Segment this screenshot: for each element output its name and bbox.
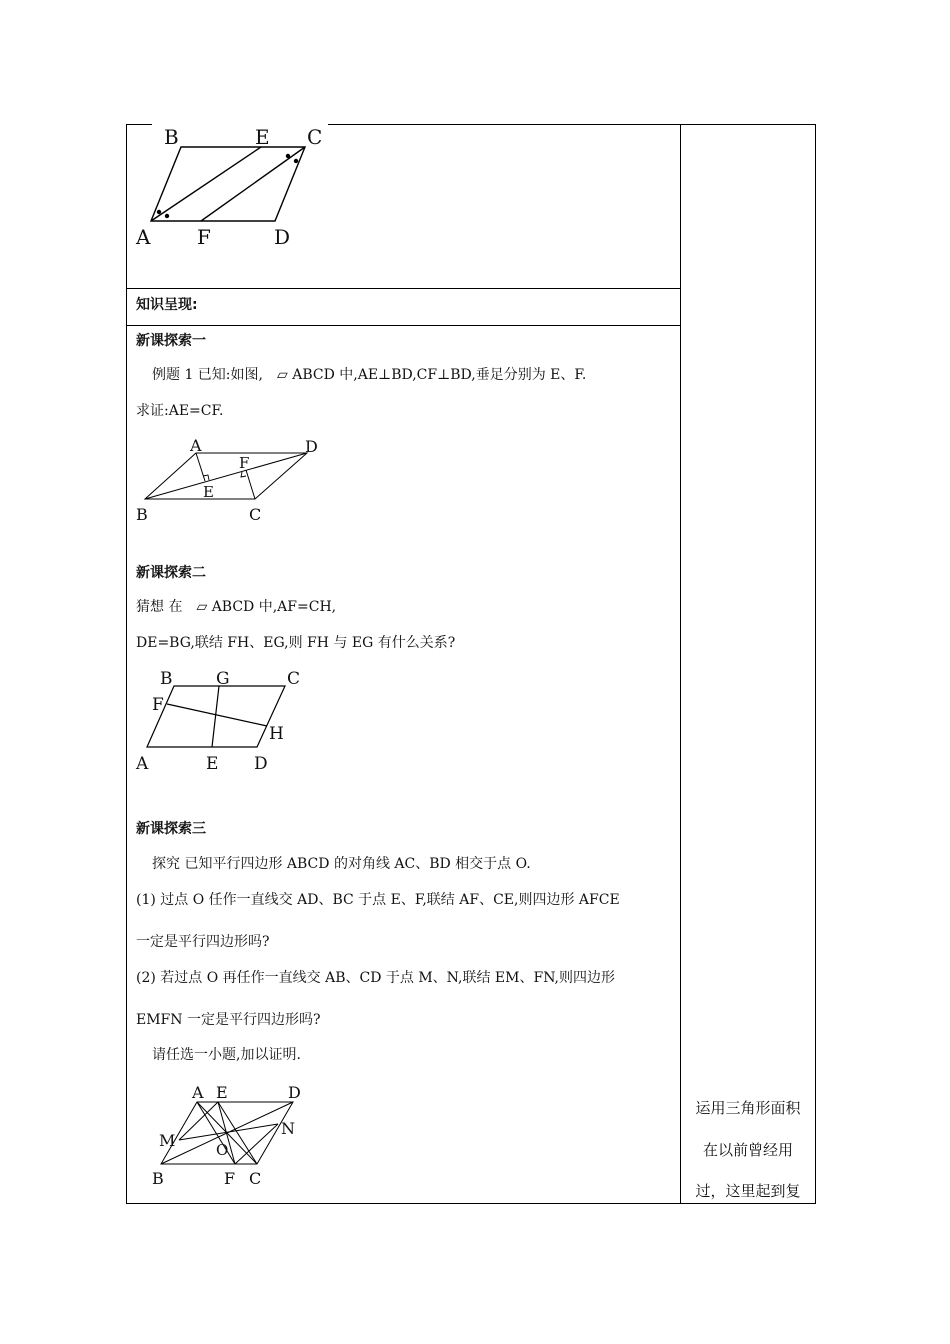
fig2-label-C: C	[249, 505, 262, 524]
fig2-label-B: B	[136, 505, 148, 524]
fig2-label-A: A	[190, 436, 202, 455]
explore3-q2-line1: (2) 若过点 O 再任作一直线交 AB、CD 于点 M、N,联结 EM、FN,则四边形	[136, 970, 616, 986]
fig4-label-D: D	[288, 1083, 301, 1102]
fig3-label-H: H	[269, 724, 284, 744]
fig3-label-E: E	[206, 754, 219, 774]
row-divider-1	[126, 288, 681, 289]
fig3-label-F: F	[152, 695, 164, 715]
fig2-label-F: F	[239, 454, 250, 472]
fig4-label-B: B	[152, 1169, 164, 1188]
fig2-label-D: D	[305, 437, 318, 456]
fig1-label-A: A	[136, 225, 151, 249]
side-note-line2: 在以前曾经用	[702, 1141, 793, 1159]
figure-parallelogram-4	[130, 1078, 330, 1193]
explore1-line1-post: ABCD 中,AE⊥BD,CF⊥BD,垂足分别为 E、F.	[292, 367, 587, 383]
fig3-label-G: G	[216, 669, 230, 689]
fig1-label-D: D	[274, 225, 291, 249]
figure-parallelogram-2	[130, 436, 330, 526]
explore2-heading: 新课探索二	[136, 565, 206, 581]
fig4-label-C: C	[249, 1169, 262, 1188]
explore1-line1	[152, 366, 586, 384]
fig3-label-B: B	[160, 669, 173, 689]
row-divider-2	[126, 325, 681, 326]
explore3-q1-line2: 一定是平行四边形吗?	[136, 934, 270, 950]
parallelogram-icon: ▱	[196, 599, 208, 615]
explore1-heading: 新课探索一	[136, 333, 206, 349]
fig1-label-E: E	[255, 125, 270, 149]
fig3-label-C: C	[287, 669, 301, 689]
fig4-label-M: M	[159, 1131, 176, 1150]
fig3-label-A: A	[136, 754, 149, 774]
fig4-label-E: E	[216, 1083, 228, 1102]
fig2-label-E: E	[203, 483, 214, 501]
explore1-line1-pre: 例题 1 已知:如图,	[152, 367, 263, 383]
explore3-q1-line1: (1) 过点 O 任作一直线交 AD、BC 于点 E、F,联结 AF、CE,则四边形 AFCE	[136, 892, 620, 908]
parallelogram-icon: ▱	[276, 367, 288, 383]
section-knowledge: 知识呈现:	[136, 297, 198, 313]
column-divider	[680, 124, 681, 1204]
explore2-line2: DE=BG,联结 FH、EG,则 FH 与 EG 有什么关系?	[136, 635, 456, 651]
figure-parallelogram-3	[130, 666, 330, 776]
side-note-line1: 运用三角形面积	[695, 1099, 801, 1117]
fig1-label-B: B	[164, 125, 179, 149]
explore3-q2-line2: EMFN 一定是平行四边形吗?	[136, 1012, 321, 1028]
fig1-label-F: F	[197, 225, 211, 249]
fig4-label-A: A	[192, 1083, 204, 1102]
fig3-label-D: D	[254, 754, 268, 774]
explore2-line1	[136, 598, 336, 616]
fig4-label-F: F	[224, 1169, 236, 1188]
fig4-label-N: N	[281, 1119, 295, 1138]
explore3-closing: 请任选一小题,加以证明.	[152, 1047, 301, 1063]
lesson-table	[126, 124, 816, 1204]
side-note-line3: 过，这里起到复	[695, 1182, 801, 1200]
fig4-label-O: O	[216, 1141, 229, 1159]
figure-parallelogram-1	[130, 124, 330, 254]
explore2-line1-pre: 猜想 在	[136, 599, 183, 615]
explore2-line1-post: ABCD 中,AF=CH,	[211, 599, 337, 615]
explore3-heading: 新课探索三	[136, 821, 206, 837]
fig1-label-C: C	[307, 125, 323, 149]
explore3-intro: 探究 已知平行四边形 ABCD 的对角线 AC、BD 相交于点 O.	[152, 856, 531, 872]
explore1-line2: 求证:AE=CF.	[136, 403, 224, 419]
